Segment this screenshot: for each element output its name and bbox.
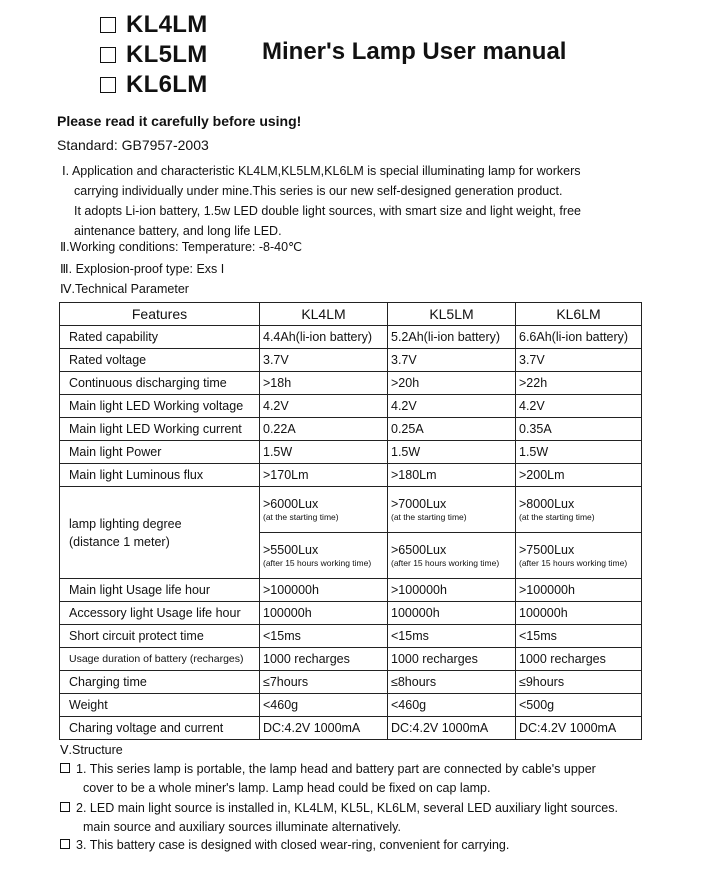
value-cell: ≤9hours bbox=[516, 671, 642, 694]
lux-value: >5500Lux bbox=[263, 542, 319, 557]
section-explosion-proof: Ⅲ. Explosion-proof type: Exs I bbox=[60, 262, 225, 276]
value-cell: 3.7V bbox=[388, 349, 516, 372]
table-row bbox=[60, 418, 642, 441]
value-cell: <460g bbox=[388, 694, 516, 717]
table-row bbox=[60, 326, 642, 349]
standard: Standard: GB7957-2003 bbox=[57, 137, 209, 153]
feature-cell: Accessory light Usage life hour bbox=[60, 602, 260, 625]
feature-cell: Main light LED Working current bbox=[60, 418, 260, 441]
section-application bbox=[62, 161, 581, 241]
model-checklist bbox=[100, 10, 208, 100]
lux-value: >7000Lux bbox=[391, 496, 447, 511]
table-row bbox=[60, 579, 642, 602]
model-option-kl6lm bbox=[100, 70, 208, 100]
model-label: KL4LM bbox=[126, 11, 208, 38]
value-cell: DC:4.2V 1000mA bbox=[260, 717, 388, 740]
table-row bbox=[60, 625, 642, 648]
lux-value: >7500Lux bbox=[519, 542, 575, 557]
lux-label: lamp lighting degree bbox=[69, 516, 182, 531]
feature-cell: Charing voltage and current bbox=[60, 717, 260, 740]
table-row bbox=[60, 441, 642, 464]
lux-label-distance: (distance 1 meter) bbox=[69, 534, 170, 549]
structure-line: cover to be a whole miner's lamp. Lamp head could be fixed on cap lamp. bbox=[83, 781, 491, 795]
lux-note: (at the starting time) bbox=[391, 511, 467, 522]
section-technical-parameter: Ⅳ.Technical Parameter bbox=[60, 282, 189, 296]
value-cell: 100000h bbox=[260, 602, 388, 625]
feature-cell-lux bbox=[60, 487, 260, 579]
feature-cell: Main light Power bbox=[60, 441, 260, 464]
value-cell: 100000h bbox=[516, 602, 642, 625]
checkbox-kl4lm[interactable] bbox=[100, 17, 116, 33]
value-cell: >100000h bbox=[260, 579, 388, 602]
table-row bbox=[60, 395, 642, 418]
value-cell: ≤7hours bbox=[260, 671, 388, 694]
section-line: It adopts Li-ion battery, 1.5w LED double light sources, with smart size and light weight, free bbox=[74, 204, 581, 218]
value-cell: 4.2V bbox=[516, 395, 642, 418]
lux-note: (after 15 hours working time) bbox=[519, 557, 628, 568]
value-cell: 5.2Ah(li-ion battery) bbox=[388, 326, 516, 349]
section-line: aintenance battery, and long life LED. bbox=[74, 224, 282, 238]
lux-cell bbox=[516, 533, 642, 579]
table-row bbox=[60, 372, 642, 395]
lux-cell bbox=[260, 533, 388, 579]
lux-note: (after 15 hours working time) bbox=[391, 557, 500, 568]
table-header: KL5LM bbox=[388, 303, 516, 326]
value-cell: >170Lm bbox=[260, 464, 388, 487]
notice: Please read it carefully before using! bbox=[57, 113, 302, 129]
structure-title: Ⅴ.Structure bbox=[60, 743, 123, 757]
table-row bbox=[60, 694, 642, 717]
section-line: Ⅰ. Application and characteristic KL4LM,KL5LM,KL6LM is special illuminating lamp for workers bbox=[62, 164, 581, 178]
value-cell: >100000h bbox=[388, 579, 516, 602]
value-cell: >100000h bbox=[516, 579, 642, 602]
value-cell: >200Lm bbox=[516, 464, 642, 487]
table-header: Features bbox=[60, 303, 260, 326]
checkbox-kl5lm[interactable] bbox=[100, 47, 116, 63]
table-row bbox=[60, 602, 642, 625]
value-cell: >22h bbox=[516, 372, 642, 395]
table-row bbox=[60, 671, 642, 694]
table-header-row bbox=[60, 303, 642, 326]
model-option-kl4lm bbox=[100, 10, 208, 40]
structure-num: 2. bbox=[76, 801, 87, 815]
technical-parameter-table bbox=[59, 302, 642, 740]
value-cell: 1000 recharges bbox=[260, 648, 388, 671]
square-bullet-icon bbox=[60, 802, 70, 812]
square-bullet-icon bbox=[60, 763, 70, 773]
value-cell: 4.2V bbox=[388, 395, 516, 418]
feature-cell: Weight bbox=[60, 694, 260, 717]
table-header: KL4LM bbox=[260, 303, 388, 326]
lux-cell bbox=[388, 533, 516, 579]
model-label: KL5LM bbox=[126, 41, 208, 68]
value-cell: 4.2V bbox=[260, 395, 388, 418]
value-cell: 6.6Ah(li-ion battery) bbox=[516, 326, 642, 349]
value-cell: <15ms bbox=[388, 625, 516, 648]
lux-value: >8000Lux bbox=[519, 496, 575, 511]
feature-cell: Short circuit protect time bbox=[60, 625, 260, 648]
value-cell: <460g bbox=[260, 694, 388, 717]
value-cell: 1000 recharges bbox=[516, 648, 642, 671]
structure-item bbox=[60, 836, 509, 855]
table-row bbox=[60, 648, 642, 671]
feature-cell: Main light Luminous flux bbox=[60, 464, 260, 487]
value-cell: 0.22A bbox=[260, 418, 388, 441]
feature-cell: Charging time bbox=[60, 671, 260, 694]
structure-text: LED main light source is installed in, KL4LM, KL5L, KL6LM, several LED auxiliary light sources. bbox=[89, 801, 618, 815]
feature-cell: Main light Usage life hour bbox=[60, 579, 260, 602]
value-cell: 100000h bbox=[388, 602, 516, 625]
lux-note: (after 15 hours working time) bbox=[263, 557, 372, 568]
table-row bbox=[60, 464, 642, 487]
value-cell: 0.25A bbox=[388, 418, 516, 441]
table-row bbox=[60, 717, 642, 740]
value-cell: >180Lm bbox=[388, 464, 516, 487]
lux-cell bbox=[260, 487, 388, 533]
structure-text: This battery case is designed with closed wear-ring, convenient for carrying. bbox=[89, 838, 510, 852]
value-cell: <15ms bbox=[516, 625, 642, 648]
value-cell: 0.35A bbox=[516, 418, 642, 441]
feature-cell: Usage duration of battery (recharges) bbox=[60, 648, 260, 671]
structure-item bbox=[60, 799, 618, 837]
structure-text: This series lamp is portable, the lamp head and battery part are connected by cable's upper bbox=[89, 762, 596, 776]
structure-line bbox=[60, 799, 618, 818]
lux-value: >6000Lux bbox=[263, 496, 319, 511]
value-cell: >18h bbox=[260, 372, 388, 395]
value-cell: DC:4.2V 1000mA bbox=[388, 717, 516, 740]
table-header: KL6LM bbox=[516, 303, 642, 326]
structure-line bbox=[60, 760, 596, 779]
lux-note: (at the starting time) bbox=[519, 511, 595, 522]
model-option-kl5lm bbox=[100, 40, 208, 70]
value-cell: 1.5W bbox=[388, 441, 516, 464]
lux-value: >6500Lux bbox=[391, 542, 447, 557]
section-working-conditions: Ⅱ.Working conditions: Temperature: -8-40℃ bbox=[60, 240, 303, 254]
value-cell: 1.5W bbox=[260, 441, 388, 464]
square-bullet-icon bbox=[60, 839, 70, 849]
structure-item bbox=[60, 760, 596, 798]
value-cell: 1000 recharges bbox=[388, 648, 516, 671]
table-row-lux-start bbox=[60, 487, 642, 533]
structure-line bbox=[60, 836, 509, 855]
structure-num: 1. bbox=[76, 762, 87, 776]
feature-cell: Continuous discharging time bbox=[60, 372, 260, 395]
value-cell: <15ms bbox=[260, 625, 388, 648]
lux-cell bbox=[388, 487, 516, 533]
feature-cell: Rated voltage bbox=[60, 349, 260, 372]
structure-line: main source and auxiliary sources illuminate alternatively. bbox=[83, 820, 401, 834]
lux-note: (at the starting time) bbox=[263, 511, 339, 522]
checkbox-kl6lm[interactable] bbox=[100, 77, 116, 93]
feature-cell: Rated capability bbox=[60, 326, 260, 349]
value-cell: 1.5W bbox=[516, 441, 642, 464]
value-cell: 3.7V bbox=[260, 349, 388, 372]
lux-cell bbox=[516, 487, 642, 533]
feature-cell: Main light LED Working voltage bbox=[60, 395, 260, 418]
value-cell: 4.4Ah(li-ion battery) bbox=[260, 326, 388, 349]
value-cell: DC:4.2V 1000mA bbox=[516, 717, 642, 740]
structure-num: 3. bbox=[76, 838, 87, 852]
value-cell: 3.7V bbox=[516, 349, 642, 372]
section-line: carrying individually under mine.This series is our new self-designed generation product. bbox=[74, 184, 563, 198]
model-label: KL6LM bbox=[126, 71, 208, 98]
value-cell: <500g bbox=[516, 694, 642, 717]
table-row bbox=[60, 349, 642, 372]
value-cell: >20h bbox=[388, 372, 516, 395]
value-cell: ≤8hours bbox=[388, 671, 516, 694]
page-title: Miner's Lamp User manual bbox=[262, 38, 567, 65]
